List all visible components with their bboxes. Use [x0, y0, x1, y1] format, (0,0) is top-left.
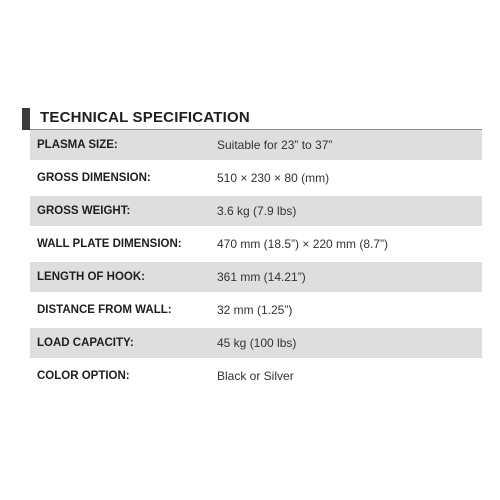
spec-row-plasma-size — [30, 130, 482, 160]
spec-label: WALL PLATE DIMENSION: — [37, 238, 182, 250]
spec-row-wall-plate-dimension — [30, 229, 482, 259]
spec-value: Black or Silver — [217, 369, 294, 383]
spec-label: DISTANCE FROM WALL: — [37, 304, 172, 316]
spec-header — [22, 108, 482, 130]
spec-row-color-option — [30, 361, 482, 391]
spec-label: COLOR OPTION: — [37, 370, 130, 382]
spec-value: 32 mm (1.25”) — [217, 303, 293, 317]
spec-row-load-capacity — [30, 328, 482, 358]
spec-row-gross-weight — [30, 196, 482, 226]
spec-label: LENGTH OF HOOK: — [37, 271, 145, 283]
spec-value: Suitable for 23” to 37” — [217, 138, 333, 152]
header-accent-bar — [22, 108, 30, 130]
spec-table — [30, 130, 482, 391]
spec-value: 45 kg (100 lbs) — [217, 336, 297, 350]
spec-label: GROSS DIMENSION: — [37, 172, 151, 184]
spec-label: GROSS WEIGHT: — [37, 205, 131, 217]
spec-value: 3.6 kg (7.9 lbs) — [217, 204, 297, 218]
spec-value: 510 × 230 × 80 (mm) — [217, 171, 330, 185]
technical-specification-section — [22, 108, 482, 394]
spec-row-distance-from-wall — [30, 295, 482, 325]
header-underline — [30, 129, 482, 130]
spec-row-gross-dimension — [30, 163, 482, 193]
spec-value: 470 mm (18.5”) × 220 mm (8.7”) — [217, 237, 389, 251]
spec-title: TECHNICAL SPECIFICATION — [40, 109, 250, 126]
spec-value: 361 mm (14.21”) — [217, 270, 306, 284]
spec-label: LOAD CAPACITY: — [37, 337, 134, 349]
spec-row-length-of-hook — [30, 262, 482, 292]
spec-label: PLASMA SIZE: — [37, 139, 118, 151]
